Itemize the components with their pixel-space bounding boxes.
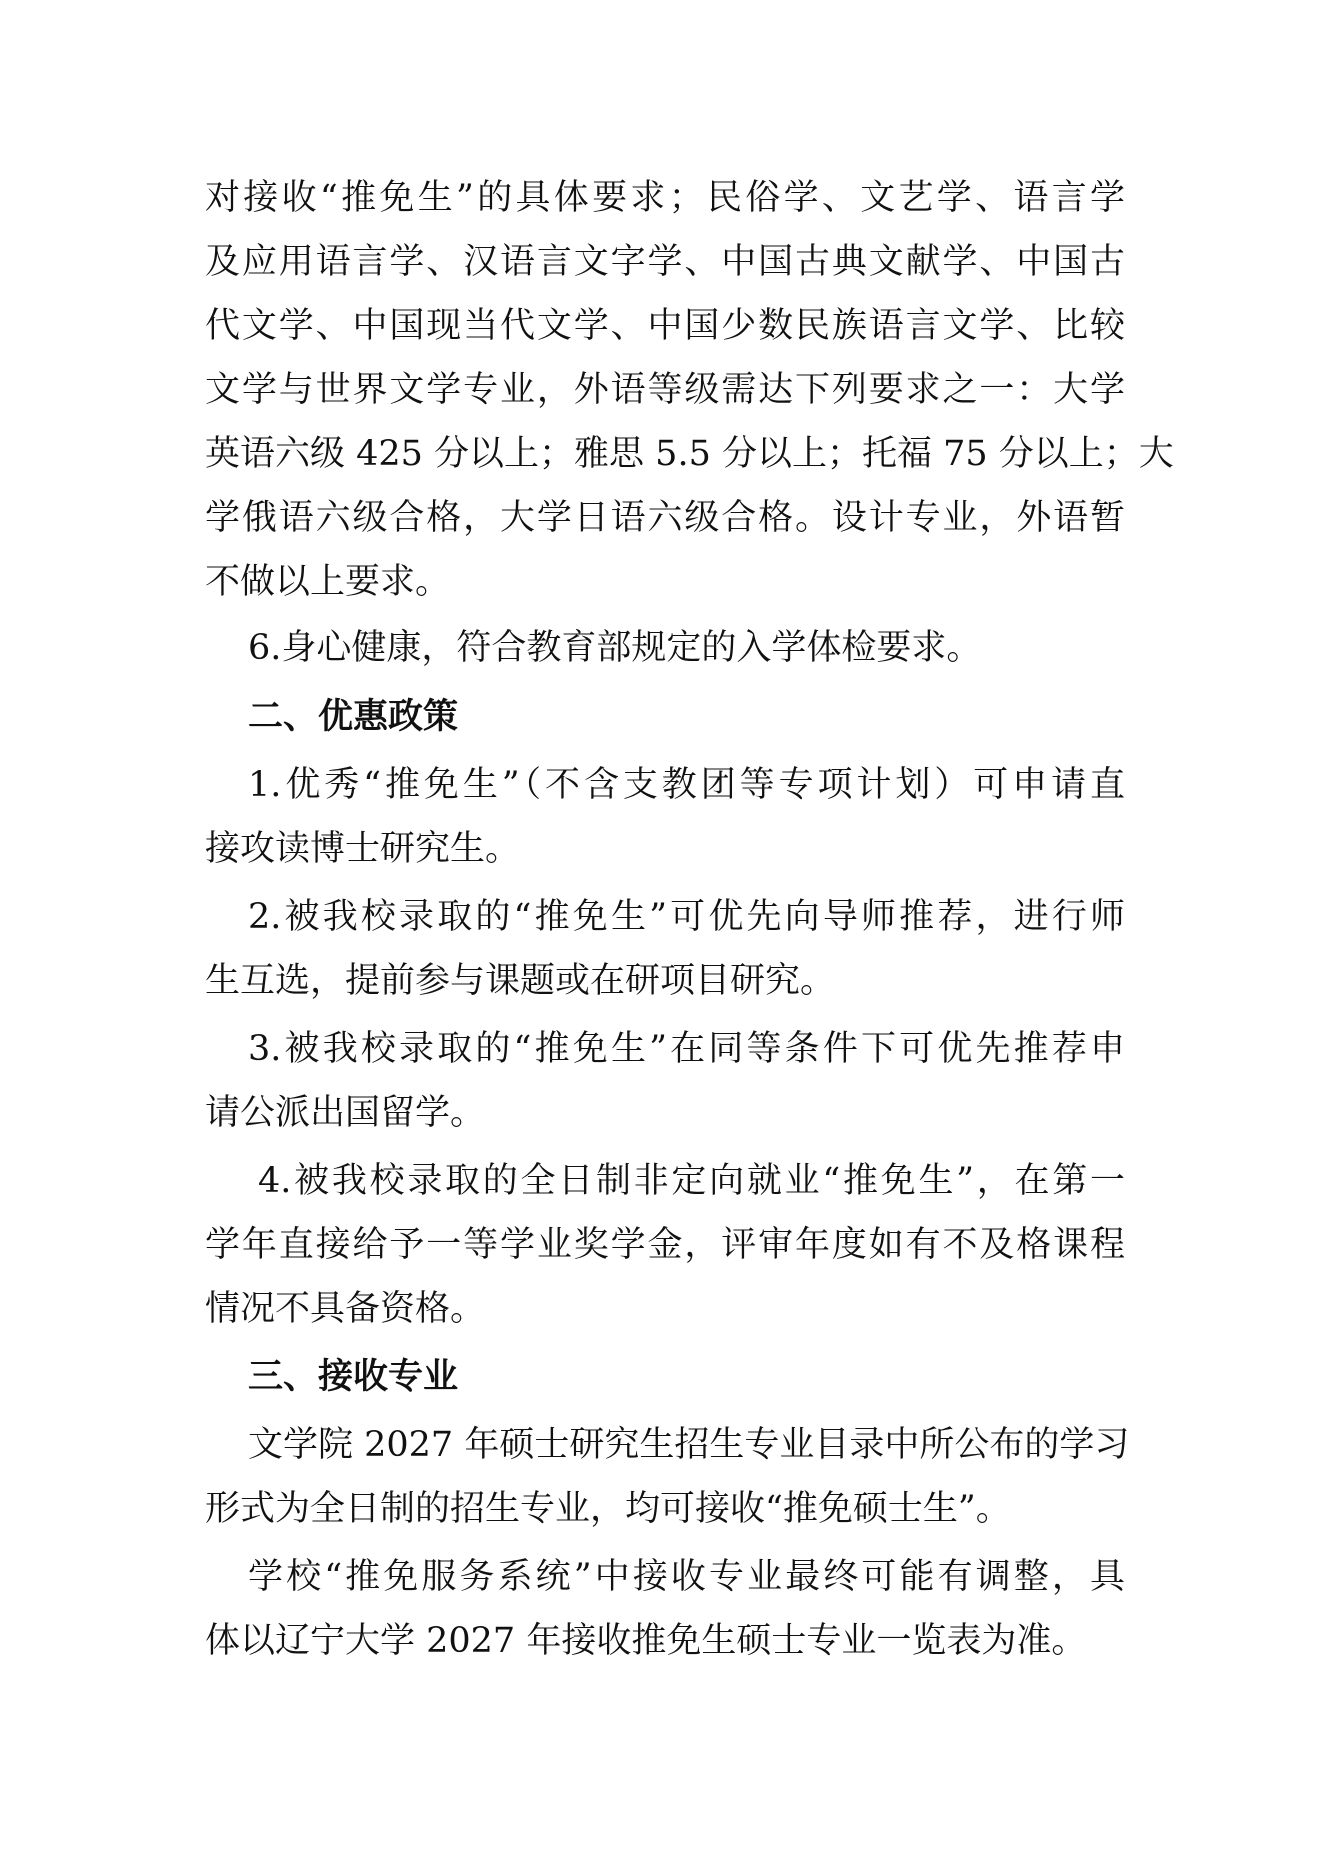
- body-line: 请公派出国留学。: [205, 1093, 486, 1133]
- body-line: 代文学、中国现当代文学、中国少数民族语言文学、比较: [205, 306, 1125, 346]
- body-line: 接攻读博士研究生。: [205, 829, 521, 869]
- body-line: 1.优秀“推免生”（不含支教团等专项计划）可申请直: [248, 765, 1125, 805]
- body-line: 不做以上要求。: [205, 562, 451, 602]
- body-line: 生互选，提前参与课题或在研项目研究。: [205, 961, 836, 1001]
- body-line: 4.被我校录取的全日制非定向就业“推免生”，在第一: [258, 1161, 1125, 1201]
- section-heading-accepted-majors: 三、接收专业: [248, 1357, 459, 1397]
- body-line: 2.被我校录取的“推免生”可优先向导师推荐，进行师: [248, 897, 1125, 937]
- body-line: 学校“推免服务系统”中接收专业最终可能有调整，具: [248, 1557, 1125, 1597]
- body-line: 形式为全日制的招生专业，均可接收“推免硕士生”。: [205, 1489, 1011, 1529]
- body-line: 文学与世界文学专业，外语等级需达下列要求之一：大学: [205, 370, 1125, 410]
- body-line: 英语六级 425 分以上；雅思 5.5 分以上；托福 75 分以上；大: [205, 434, 1174, 474]
- paragraph-health: 6.身心健康，符合教育部规定的入学体检要求。: [248, 628, 982, 668]
- body-line: 体以辽宁大学 2027 年接收推免生硕士专业一览表为准。: [205, 1621, 1087, 1661]
- section-heading-preferential-policy: 二、优惠政策: [248, 697, 459, 737]
- body-line: 对接收“推免生”的具体要求；民俗学、文艺学、语言学: [205, 178, 1125, 218]
- body-line: 情况不具备资格。: [205, 1289, 486, 1329]
- body-line: 文学院 2027 年硕士研究生招生专业目录中所公布的学习: [248, 1425, 1130, 1465]
- body-line: 学俄语六级合格，大学日语六级合格。设计专业，外语暂: [205, 498, 1125, 538]
- body-line: 及应用语言学、汉语言文字学、中国古典文献学、中国古: [205, 242, 1125, 282]
- body-line: 学年直接给予一等学业奖学金，评审年度如有不及格课程: [205, 1225, 1125, 1265]
- body-line: 3.被我校录取的“推免生”在同等条件下可优先推荐申: [248, 1029, 1125, 1069]
